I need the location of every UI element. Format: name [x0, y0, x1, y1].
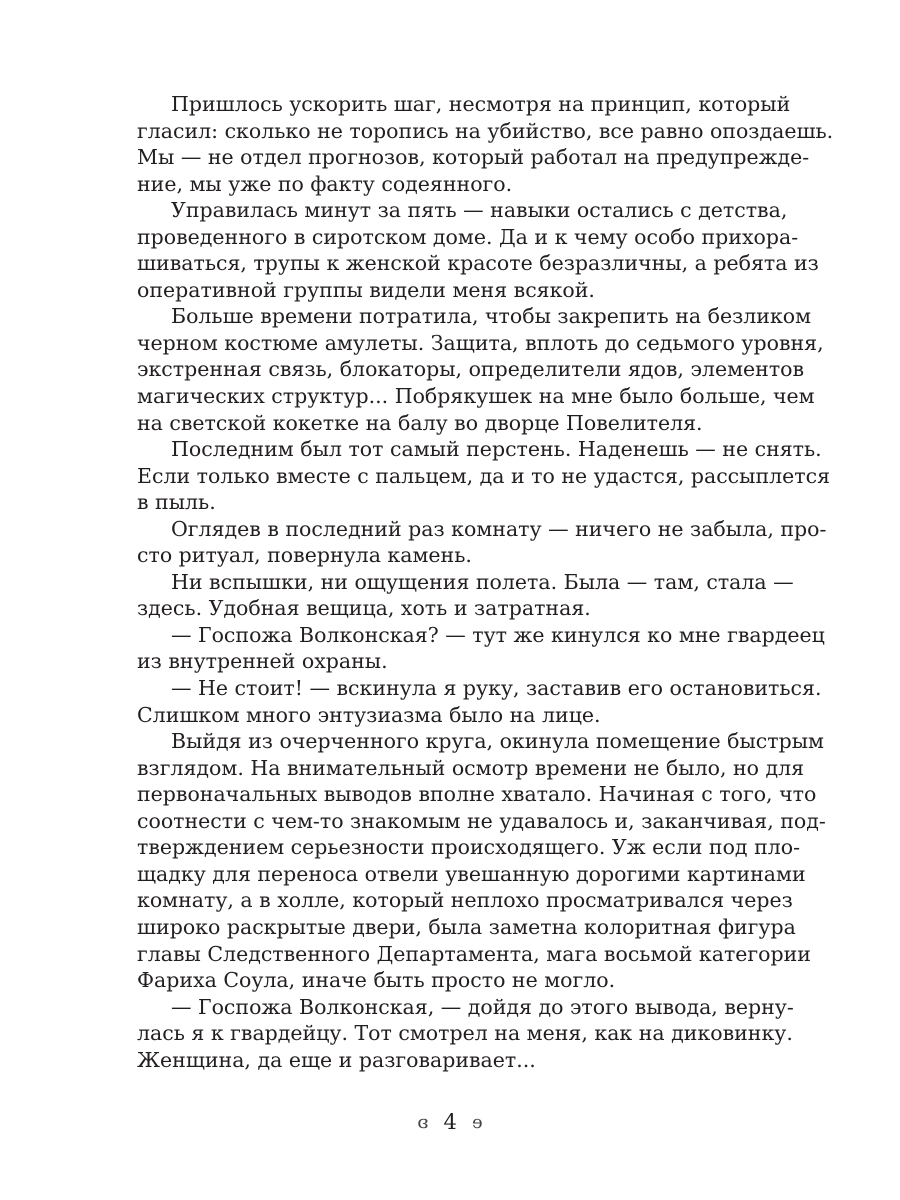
text-line: лась я к гвардейцу. Тот смотрел на меня, как на диковинку. — [137, 1021, 793, 1046]
paragraph — [137, 91, 834, 197]
text-line: проведенного в сиротском доме. Да и к чему особо прихора- — [137, 224, 799, 249]
paragraph — [137, 436, 831, 516]
text-line: здесь. Удобная вещица, хоть и затратная. — [137, 596, 591, 621]
text-line: гласил: сколько не торопись на убийство, все равно опоздаешь. — [137, 118, 834, 143]
text-line: Фариха Соула, иначе быть просто не могло. — [137, 968, 616, 993]
paragraph — [137, 994, 794, 1074]
paragraph — [137, 516, 827, 569]
text-line: на светской кокетке на балу во дворце Повелителя. — [137, 410, 703, 435]
text-line: главы Следственного Департамента, мага восьмой категории — [137, 941, 811, 966]
text-line: соотнести с чем-то знакомым не удавалось и, заканчивая, под- — [137, 808, 826, 833]
left-ornament-icon: ɞ — [417, 1111, 429, 1133]
page-number: 4 — [443, 1110, 457, 1134]
paragraph — [137, 675, 822, 728]
text-line: в пыль. — [137, 490, 216, 515]
page-footer — [0, 1110, 900, 1134]
text-line: — Госпожа Волконская? — тут же кинулся ко мне гвардеец — [171, 622, 825, 647]
text-line: черном костюме амулеты. Защита, вплоть до седьмого уровня, — [137, 330, 824, 355]
text-line: шиваться, трупы к женской красоте безразличны, а ребята из — [137, 251, 819, 276]
text-line: ние, мы уже по факту содеянного. — [137, 171, 513, 196]
text-line: комнату, а в холле, который неплохо просматривался через — [137, 888, 793, 913]
text-line: Женщина, да еще и разговаривает... — [137, 1047, 536, 1072]
text-line: взглядом. На внимательный осмотр времени не было, но для — [137, 755, 805, 780]
text-line: тверждением серьезности происходящего. Уж если под пло- — [137, 835, 801, 860]
text-line: Больше времени потратила, чтобы закрепить на безликом — [171, 304, 812, 329]
paragraph — [137, 622, 825, 675]
right-ornament-icon: ɘ — [471, 1111, 483, 1133]
text-line: Слишком много энтузиазма было на лице. — [137, 702, 601, 727]
body-text — [137, 91, 834, 1073]
text-line: Мы — не отдел прогнозов, который работал на предупрежде- — [137, 145, 810, 170]
text-line: Управилась минут за пять — навыки остались с детства, — [171, 198, 788, 223]
text-line: Последним был тот самый перстень. Наденешь — не снять. — [171, 437, 822, 462]
paragraph — [137, 197, 819, 303]
paragraph — [137, 303, 824, 436]
text-line: Ни вспышки, ни ощущения полета. Была — там, стала — — [171, 569, 794, 594]
text-line: Выйдя из очерченного круга, окинула помещение быстрым — [171, 729, 824, 754]
text-line: магических структур... Побрякушек на мне было больше, чем — [137, 384, 815, 409]
text-line: — Не стоит! — вскинула я руку, заставив его остановиться. — [171, 676, 822, 701]
text-line: Пришлось ускорить шаг, несмотря на принцип, который — [171, 92, 791, 116]
text-line: первоначальных выводов вполне хватало. Начиная с того, что — [137, 782, 817, 807]
paragraph — [137, 569, 794, 622]
text-line: из внутренней охраны. — [137, 649, 388, 674]
text-line: экстренная связь, блокаторы, определители ядов, элементов — [137, 357, 805, 382]
paragraph — [137, 728, 826, 993]
text-line: широко раскрытые двери, была заметна колоритная фигура — [137, 914, 796, 939]
text-line: — Госпожа Волконская, — дойдя до этого вывода, верну- — [171, 994, 794, 1019]
text-line: щадку для переноса отвели увешанную дорогими картинами — [137, 861, 806, 886]
text-line: оперативной группы видели меня всякой. — [137, 277, 595, 302]
text-line: сто ритуал, повернула камень. — [137, 543, 472, 568]
text-line: Если только вместе с пальцем, да и то не удастся, рассыплется — [137, 463, 831, 488]
text-line: Оглядев в последний раз комнату — ничего не забыла, про- — [171, 516, 827, 541]
